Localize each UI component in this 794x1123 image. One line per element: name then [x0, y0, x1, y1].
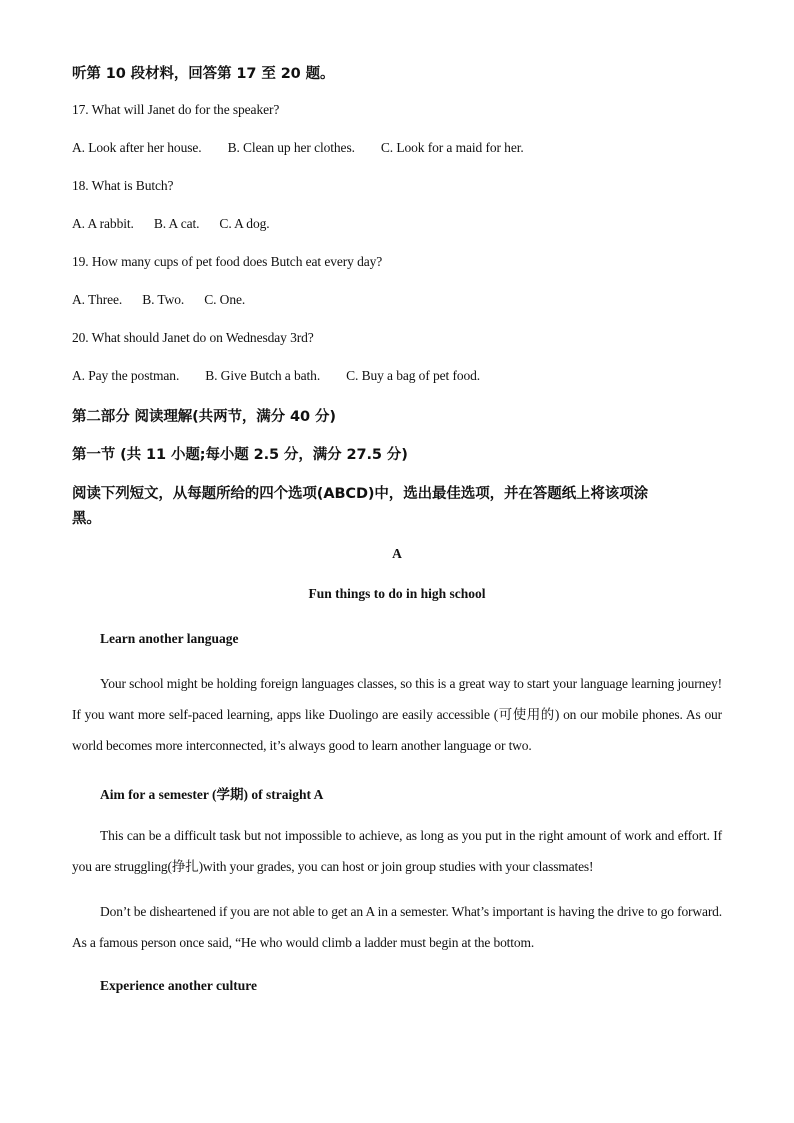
option-b: B. Give Butch a bath. — [205, 368, 321, 383]
question-17-options — [72, 140, 550, 156]
passage-letter: A — [392, 546, 402, 561]
option-b: B. Clean up her clothes. — [227, 140, 355, 155]
option-a: A. Three. — [72, 292, 123, 307]
option-c: C. A dog. — [219, 216, 270, 231]
question-20-stem: 20. What should Janet do on Wednesday 3rd? — [72, 330, 314, 345]
option-a: A. A rabbit. — [72, 216, 134, 231]
question-17-stem: 17. What will Janet do for the speaker? — [72, 102, 280, 117]
option-a: A. Look after her house. — [72, 140, 202, 155]
subheading-culture: Experience another culture — [100, 978, 257, 993]
subheading-straight-a: Aim for a semester (学期) of straight A — [100, 787, 324, 802]
option-a: A. Pay the postman. — [72, 368, 180, 383]
question-18-options — [72, 216, 296, 232]
option-b: B. A cat. — [153, 216, 200, 231]
subheading-learn-language: Learn another language — [100, 631, 239, 646]
option-c: C. Buy a bag of pet food. — [346, 368, 481, 383]
listening-section-heading: 听第 10 段材料，回答第 17 至 20 题。 — [72, 66, 335, 82]
paragraph-language: Your school might be holding foreign languages classes, so this is a great way to start your language learning journey! If you want more self-paced learning, apps like Duolingo are easily accessible (可使用的) on our mobile phones. As our world becomes more interconnected, it’s always good to learn another language or two. — [72, 676, 722, 753]
option-c: C. Look for a maid for her. — [380, 140, 524, 155]
paragraph-straight-a: This can be a difficult task but not impossible to achieve, as long as you put in the right amount of work and effort. If you are struggling(挣扎)with your grades, you can host or join group studies with your classmates! — [72, 828, 722, 874]
reading-instruction-line1: 阅读下列短文，从每题所给的四个选项(ABCD)中，选出最佳选项，并在答题纸上将该项涂 — [72, 486, 649, 502]
question-19-options — [72, 292, 271, 308]
reading-section-heading: 第一节 (共 11 小题;每小题 2.5 分，满分 27.5 分) — [72, 447, 408, 463]
question-18-stem: 18. What is Butch? — [72, 178, 174, 193]
reading-instruction-line2: 黑。 — [72, 511, 101, 527]
question-20-options — [72, 368, 506, 384]
option-b: B. Two. — [142, 292, 185, 307]
option-c: C. One. — [204, 292, 246, 307]
passage-title: Fun things to do in high school — [308, 586, 486, 601]
question-19-stem: 19. How many cups of pet food does Butch eat every day? — [72, 254, 383, 269]
paragraph-disheartened: Don’t be disheartened if you are not able to get an A in a semester. What’s important is having the drive to go forward. As a famous person once said, “He who would climb a ladder must begin at the bottom. — [72, 904, 722, 950]
reading-part-heading: 第二部分 阅读理解(共两节，满分 40 分) — [72, 409, 336, 425]
